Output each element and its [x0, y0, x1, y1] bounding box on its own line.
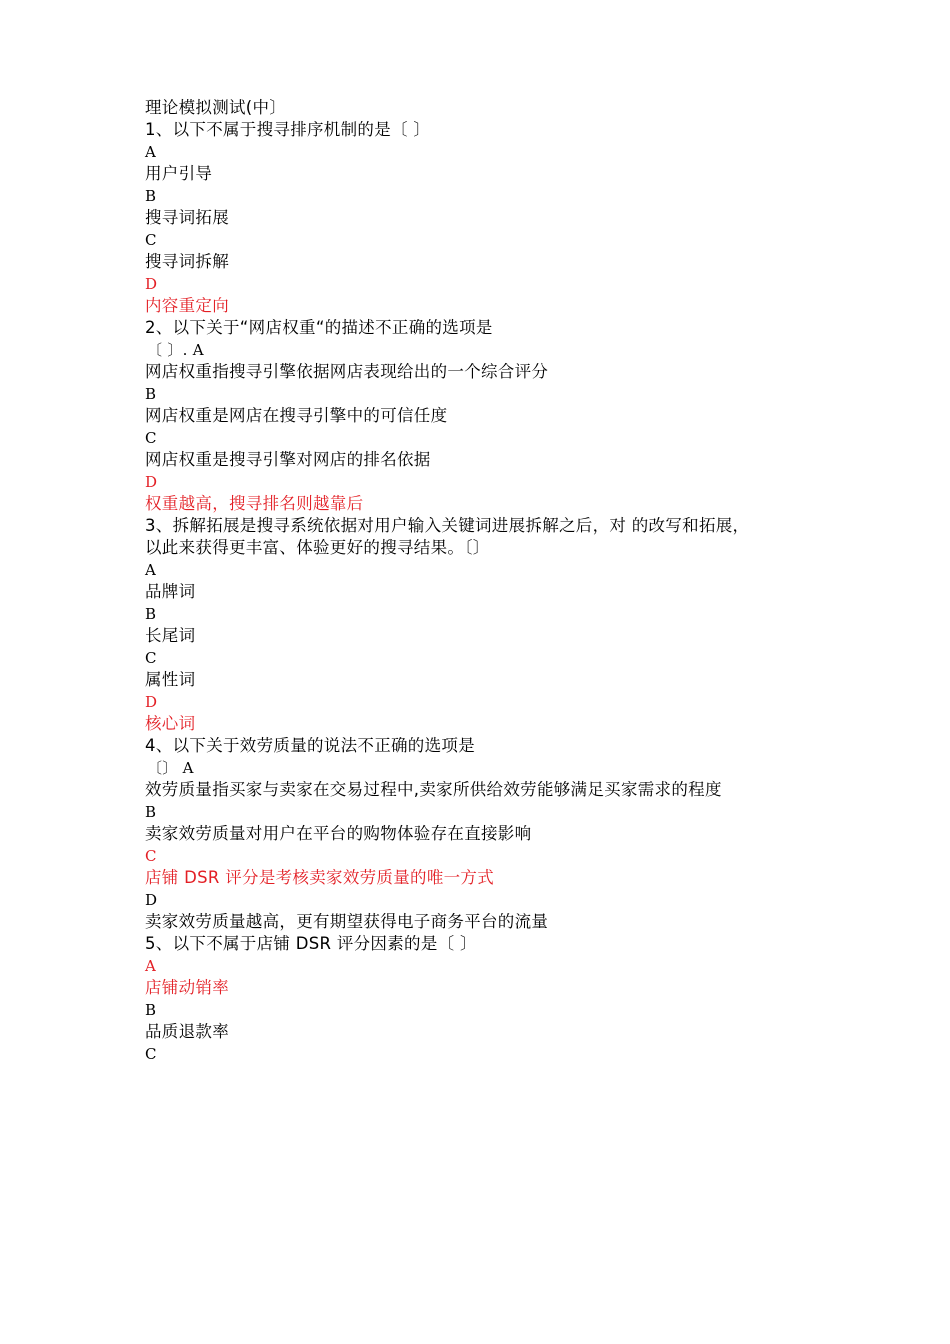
question-2-option-d-text-answer: 权重越高，搜寻排名则越靠后 [145, 494, 364, 513]
question-3-option-b-letter: B [145, 605, 157, 623]
question-2-stem: 2、以下关于“网店权重“的描述不正确的选项是 [145, 318, 493, 337]
question-2-option-c-letter: C [145, 429, 157, 447]
question-1-option-c-text: 搜寻词拆解 [145, 252, 229, 271]
question-4-option-b-letter: B [145, 803, 157, 821]
question-5-stem: 5、以下不属于店铺 DSR 评分因素的是〔 〕 [145, 934, 477, 953]
question-4-option-c-text-answer: 店铺 DSR 评分是考核卖家效劳质量的唯一方式 [145, 868, 495, 887]
question-1-option-a-letter: A [145, 143, 157, 161]
question-1-option-b-letter: B [145, 187, 157, 205]
question-5-option-a-text-answer: 店铺动销率 [145, 978, 229, 997]
question-3-stem-cont: 以此来获得更丰富、体验更好的搜寻结果。〔〕 [145, 538, 490, 557]
question-3-option-d-text-answer: 核心词 [145, 714, 196, 733]
document-title: 理论模拟测试(中〕 [145, 98, 287, 117]
question-1-option-d-text-answer: 内容重定向 [145, 296, 229, 315]
question-5-option-b-letter: B [145, 1001, 157, 1019]
question-3-option-d-letter-answer: D [145, 693, 158, 711]
question-2-option-a-text: 网店权重指搜寻引擎依据网店表现给出的一个综合评分 [145, 362, 549, 381]
question-1-option-b-text: 搜寻词拓展 [145, 208, 229, 227]
question-1-option-d-letter-answer: D [145, 275, 158, 293]
question-3-option-a-text: 品牌词 [145, 582, 196, 601]
question-1-option-c-letter: C [145, 231, 157, 249]
question-2-option-b-text: 网店权重是网店在搜寻引擎中的可信任度 [145, 406, 448, 425]
question-5-option-b-text: 品质退款率 [145, 1022, 229, 1041]
question-4-option-b-text: 卖家效劳质量对用户在平台的购物体验存在直接影响 [145, 824, 532, 843]
question-3-option-b-text: 长尾词 [145, 626, 196, 645]
question-4-option-d-text: 卖家效劳质量越高，更有期望获得电子商务平台的流量 [145, 912, 549, 931]
question-4-stem: 4、以下关于效劳质量的说法不正确的选项是 [145, 736, 475, 755]
question-1-option-a-text: 用户引导 [145, 164, 213, 183]
question-1-stem: 1、以下不属于搜寻排序机制的是〔 〕 [145, 120, 431, 139]
question-4-option-a-text: 效劳质量指买家与卖家在交易过程中,卖家所供给效劳能够满足买家需求的程度 [145, 780, 722, 799]
question-2-option-c-text: 网店权重是搜寻引擎对网店的排名依据 [145, 450, 431, 469]
question-5-option-c-letter: C [145, 1045, 157, 1063]
question-4-stem-cont: 〔〕 A [147, 759, 194, 777]
question-3-option-c-letter: C [145, 649, 157, 667]
question-2-option-d-letter-answer: D [145, 473, 158, 491]
question-2-stem-cont: 〔 〕. A [147, 341, 204, 359]
question-3-option-c-text: 属性词 [145, 670, 196, 689]
document-page [145, 97, 825, 1065]
question-3-option-a-letter: A [145, 561, 157, 579]
question-4-option-d-letter: D [145, 891, 158, 909]
question-5-option-a-letter-answer: A [145, 957, 157, 975]
question-3-stem: 3、拆解拓展是搜寻系统依据对用户输入关键词进展拆解之后，对 的改写和拓展， [145, 516, 750, 535]
question-4-option-c-letter-answer: C [145, 847, 157, 865]
question-2-option-b-letter: B [145, 385, 157, 403]
